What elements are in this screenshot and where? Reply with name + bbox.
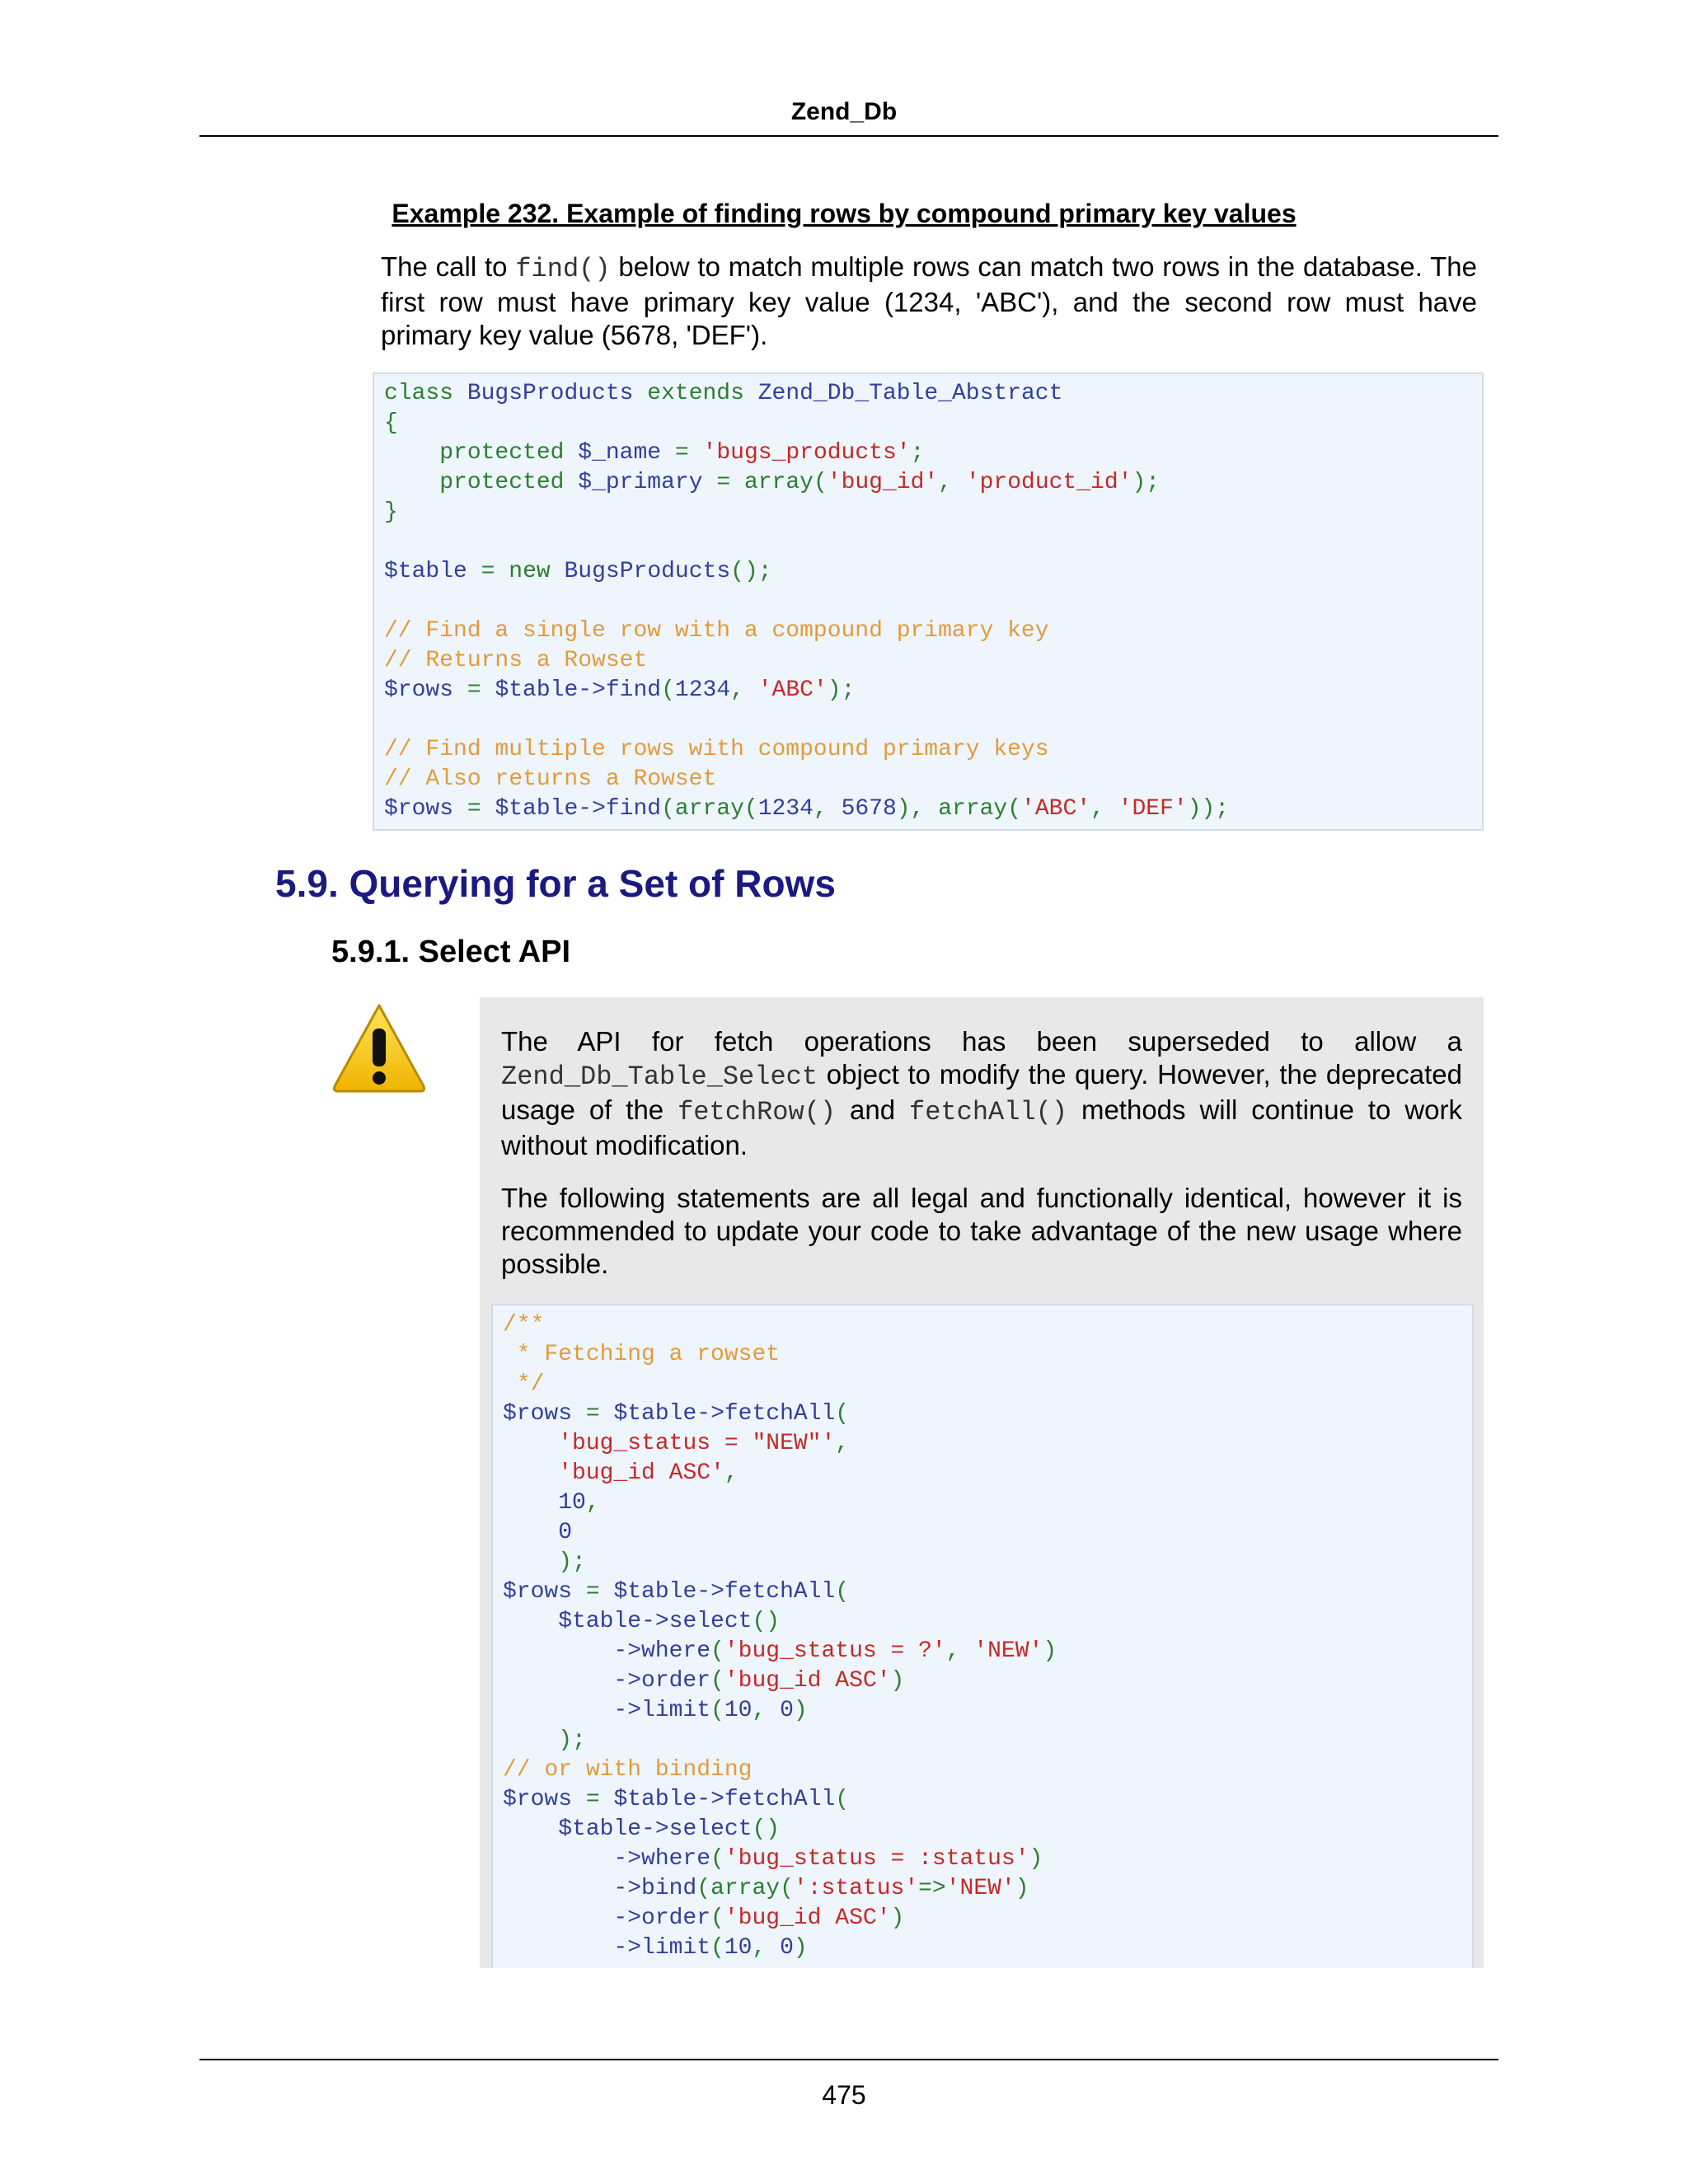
note-paragraph-2: The following statements are all legal and functionally identical, however it is recommended to update your code to take advantage of the new usage where possible. <box>501 1183 1462 1279</box>
example-intro: The call to find() below to match multiple rows can match two rows in the database. The first row must have primary key value (1234, 'ABC'), and the second row must have primary key value (5678, 'DEF'). <box>381 251 1477 350</box>
code-listing-fetch: /** * Fetching a rowset */ $rows = $table->fetchAll( 'bug_status = "NEW"', 'bug_id ASC', 10, 0 ); $rows = $table->fetchAll( $table->select() ->where('bug_status = ?', 'NEW') ->order('bug_id ASC') ->limit(10, 0) ); // or with binding $rows = $table->fetchAll( $table->select() ->where('bug_status = :status') ->bind(array(':status'=>'NEW') ->order('bug_id ASC') ->limit(10, 0) <box>503 1312 1057 1961</box>
warning-icon <box>330 1001 429 1098</box>
code-block-fetch <box>491 1304 1474 1968</box>
note-box <box>480 997 1484 1968</box>
running-header: Zend_Db <box>790 98 898 125</box>
inline-code-find: find() <box>515 254 611 284</box>
page-number: 475 <box>822 2080 866 2110</box>
footer-rule <box>199 2059 1498 2060</box>
section-title: 5.9. Querying for a Set of Rows <box>275 862 836 905</box>
code-block-example <box>373 373 1484 831</box>
inline-code-fetchall: fetchAll() <box>909 1097 1068 1127</box>
example-title: Example 232. Example of finding rows by compound primary key values <box>392 199 1296 228</box>
subsection-title: 5.9.1. Select API <box>331 935 571 969</box>
inline-code-fetchrow: fetchRow() <box>678 1097 837 1127</box>
inline-code-select: Zend_Db_Table_Select <box>501 1062 818 1092</box>
note-paragraph-1: The API for fetch operations has been superseded to allow a Zend_Db_Table_Select object to modify the query. However, the deprecated usage of the fetchRow() and fetchAll() methods will continue to work without modification. <box>501 1026 1462 1160</box>
header-rule <box>199 135 1498 137</box>
code-listing: class BugsProducts extends Zend_Db_Table_Abstract { protected $_name = 'bugs_products'; protected $_primary = array('bug_id', 'product_id'); } $table = new BugsProducts(); // Find a single row with a compound primary key // Returns a Rowset $rows = $table->find(1234, 'ABC'); // Find multiple rows with compound primary keys // Also returns a Rowset $rows = $table->find(array(1234, 5678), array('ABC', 'DEF')); <box>384 381 1230 822</box>
